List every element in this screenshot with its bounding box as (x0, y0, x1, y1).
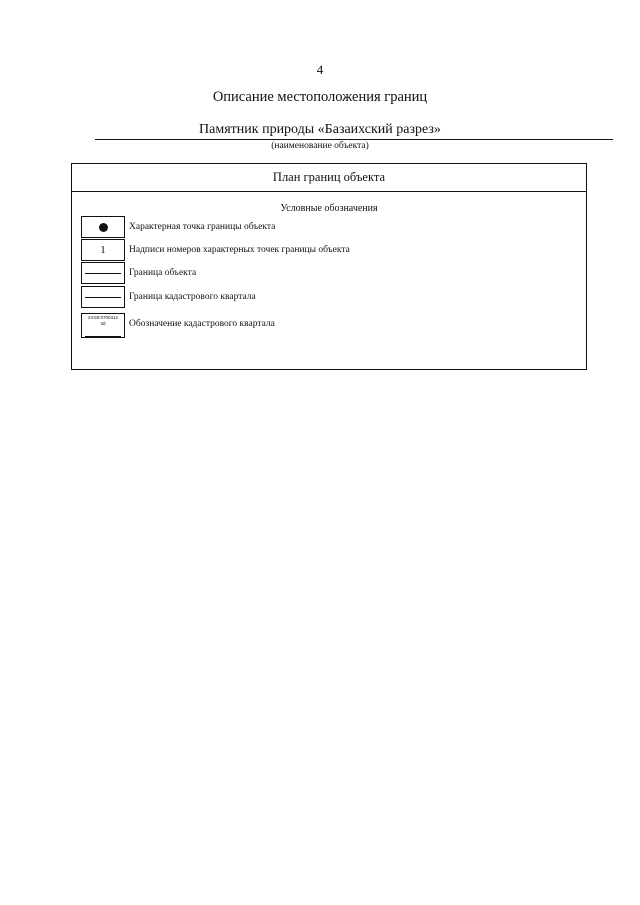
document-title: Описание местоположения границ (212, 89, 428, 105)
legend-label: Характерная точка границы объекта (129, 222, 276, 232)
plan-frame (71, 163, 587, 370)
cadastral-quarter-code: 24:50:0700412 3d (87, 315, 119, 326)
boundary-point-icon (99, 223, 108, 232)
legend-item-cadastral-boundary (81, 286, 561, 310)
legend-label: Граница объекта (129, 268, 197, 278)
object-name-caption: (наименование объекта) (271, 141, 369, 151)
object-boundary-line-icon (85, 273, 121, 274)
legend-item-cadastral-quarter (81, 313, 561, 337)
point-number-sample: 1 (100, 244, 106, 256)
legend-item-boundary-point (81, 216, 561, 240)
legend-symbol-box (81, 313, 125, 338)
cadastral-quarter-line-icon (85, 336, 121, 337)
legend-title: Условные обозначения (280, 203, 378, 214)
object-name: Памятник природы «Базаихский разрез» (199, 122, 441, 137)
plan-header: План границ объекта (72, 164, 586, 192)
legend-label: Надписи номеров характерных точек границы объекта (129, 245, 350, 255)
legend-item-object-boundary (81, 262, 561, 286)
cadastral-boundary-line-icon (85, 297, 121, 298)
object-name-underline (95, 139, 613, 140)
legend-label: Обозначение кадастрового квартала (129, 319, 275, 329)
legend-item-point-numbers (81, 239, 561, 263)
legend-symbol-box (81, 216, 125, 238)
legend-label: Граница кадастрового квартала (129, 292, 256, 302)
page-number: 4 (316, 62, 324, 77)
legend-symbol-box (81, 262, 125, 284)
legend-symbol-box (81, 239, 125, 261)
legend-symbol-box (81, 286, 125, 308)
